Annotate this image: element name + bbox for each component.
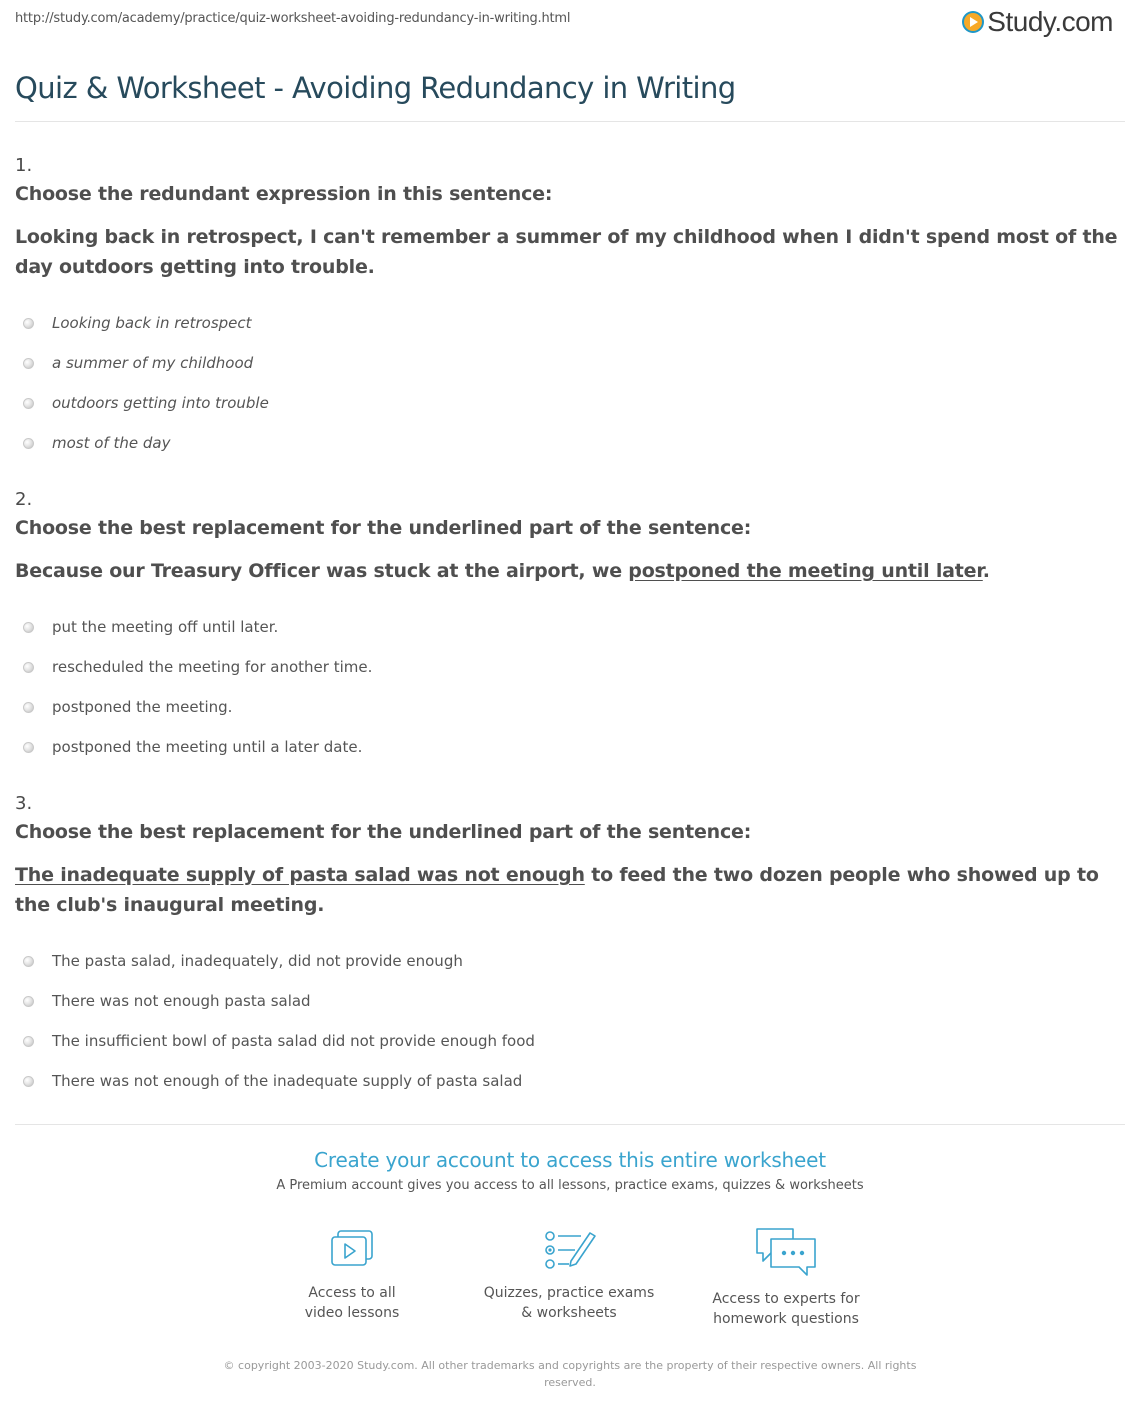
question-1 — [15, 155, 1125, 463]
logo-text: Study.com — [987, 6, 1113, 37]
answer-options — [15, 303, 1125, 463]
divider — [15, 1124, 1125, 1125]
question-2 — [15, 489, 1125, 767]
radio-button-icon[interactable] — [23, 1076, 34, 1087]
radio-button-icon[interactable] — [23, 318, 34, 329]
premium-cta — [0, 1148, 1140, 1193]
copyright-notice: © copyright 2003-2020 Study.com. All other trademarks and copyrights are the property of their respective owners. All rights reserved. — [223, 1359, 917, 1389]
answer-option[interactable]: There was not enough pasta salad — [15, 981, 1125, 1021]
radio-button-icon[interactable] — [23, 398, 34, 409]
feature-quizzes — [469, 1225, 669, 1323]
answer-option[interactable]: The pasta salad, inadequately, did not provide enough — [15, 941, 1125, 981]
answer-option[interactable]: The insufficient bowl of pasta salad did not provide enough food — [15, 1021, 1125, 1061]
page-title: Quiz & Worksheet - Avoiding Redundancy in Writing — [15, 71, 736, 105]
cta-title[interactable]: Create your account to access this entire worksheet — [314, 1148, 826, 1172]
question-prompt: Choose the best replacement for the underlined part of the sentence: — [15, 821, 752, 843]
answer-options — [15, 607, 1125, 767]
cta-subtitle: A Premium account gives you access to all lessons, practice exams, quizzes & worksheets — [276, 1178, 864, 1193]
radio-button-icon[interactable] — [23, 742, 34, 753]
answer-option[interactable]: There was not enough of the inadequate supply of pasta salad — [15, 1061, 1125, 1101]
question-prompt: Choose the best replacement for the underlined part of the sentence: — [15, 517, 752, 539]
chat-bubbles-icon — [753, 1225, 819, 1279]
radio-button-icon[interactable] — [23, 996, 34, 1007]
radio-button-icon[interactable] — [23, 438, 34, 449]
question-sentence: Because our Treasury Officer was stuck at the airport, we postponed the meeting until later. — [15, 560, 990, 582]
feature-label: Access to experts for homework questions — [712, 1291, 860, 1327]
divider — [15, 121, 1125, 122]
feature-label: Quizzes, practice exams & worksheets — [483, 1285, 655, 1321]
radio-button-icon[interactable] — [23, 702, 34, 713]
question-number: 2. — [15, 489, 33, 510]
question-sentence: The inadequate supply of pasta salad was not enough to feed the two dozen people who showed up to the club's inaugural meeting. — [15, 864, 1099, 916]
feature-video-lessons — [252, 1225, 452, 1323]
answer-option[interactable]: postponed the meeting until a later date. — [15, 727, 1125, 767]
question-3 — [15, 793, 1125, 1101]
video-lessons-icon — [324, 1225, 380, 1273]
study-logo[interactable] — [962, 6, 1113, 38]
answer-option[interactable]: rescheduled the meeting for another time. — [15, 647, 1125, 687]
answer-option[interactable]: most of the day — [15, 423, 1125, 463]
answer-option[interactable]: put the meeting off until later. — [15, 607, 1125, 647]
answer-options — [15, 941, 1125, 1101]
page-url: http://study.com/academy/practice/quiz-worksheet-avoiding-redundancy-in-writing.html — [15, 11, 571, 26]
answer-option[interactable]: Looking back in retrospect — [15, 303, 1125, 343]
answer-option[interactable]: postponed the meeting. — [15, 687, 1125, 727]
radio-button-icon[interactable] — [23, 358, 34, 369]
question-sentence: Looking back in retrospect, I can't remember a summer of my childhood when I didn't spend most of the day outdoors getting into trouble. — [15, 226, 1118, 278]
answer-option[interactable]: a summer of my childhood — [15, 343, 1125, 383]
radio-button-icon[interactable] — [23, 1036, 34, 1047]
radio-button-icon[interactable] — [23, 662, 34, 673]
radio-button-icon[interactable] — [23, 622, 34, 633]
feature-experts — [686, 1225, 886, 1329]
radio-button-icon[interactable] — [23, 956, 34, 967]
question-prompt: Choose the redundant expression in this sentence: — [15, 183, 553, 205]
question-number: 1. — [15, 155, 33, 176]
feature-label: Access to all video lessons — [304, 1285, 400, 1321]
answer-option[interactable]: outdoors getting into trouble — [15, 383, 1125, 423]
quiz-checklist-icon — [541, 1225, 597, 1273]
question-number: 3. — [15, 793, 33, 814]
play-badge-icon — [962, 11, 984, 33]
